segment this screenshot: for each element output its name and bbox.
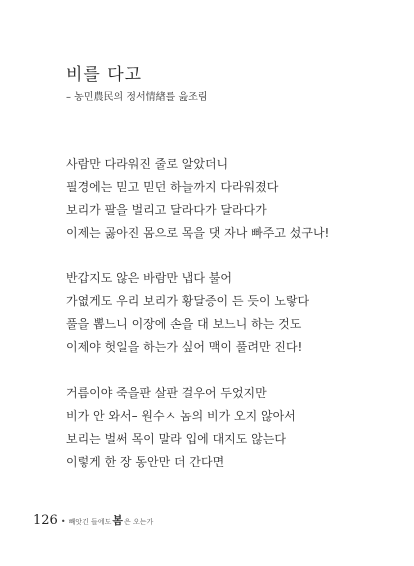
poem-line: 반갑지도 않은 바람만 냅다 불어: [66, 271, 232, 285]
poem-line: 이제는 곯아진 몸으로 목을 댓 자나 빠주고 섰구나!: [66, 226, 330, 240]
poem-line: 이렇게 한 장 동안만 더 간다면: [66, 455, 225, 469]
stanza-2: [66, 267, 309, 359]
poem-line: 이제야 헛일을 하는가 싶어 맥이 풀려만 진다!: [66, 340, 303, 354]
running-book-title: [69, 512, 154, 528]
poem-line: 비가 안 와서– 원수ㅅ 놈의 비가 오지 않아서: [66, 409, 296, 423]
stanza-1: [66, 153, 329, 245]
book-title-part: 빼앗긴 들에도: [68, 518, 112, 526]
poem-line: 보리는 벌써 목이 말라 입에 대지도 않는다: [66, 432, 286, 446]
footer-separator: •: [60, 517, 66, 526]
poem-subtitle: – 농민農民의 정서情緖를 읊조림: [66, 92, 208, 103]
page-footer: [33, 512, 153, 532]
poem-line: 풀을 뽑느니 이장에 손을 대 보느니 하는 것도: [66, 317, 302, 331]
poem-line: 필경에는 믿고 믿던 하늘까지 다라워졌다: [66, 180, 279, 194]
poem-line: 거름이야 죽을판 살판 걸우어 두었지만: [66, 386, 267, 400]
poem-title: 비를 다고: [66, 65, 143, 85]
page-number: 126: [33, 513, 58, 528]
book-title-accent: 봄: [112, 514, 123, 527]
poem-line: 가엾게도 우리 보리가 황달증이 든 듯이 노랗다: [66, 294, 310, 308]
poem-line: 사람만 다라워진 줄로 알았더니: [66, 157, 229, 171]
stanza-3: [66, 382, 296, 474]
poem-line: 보리가 팔을 벌리고 달라다가 달라다가: [66, 203, 267, 217]
book-title-part: 은 오는가: [124, 518, 154, 526]
